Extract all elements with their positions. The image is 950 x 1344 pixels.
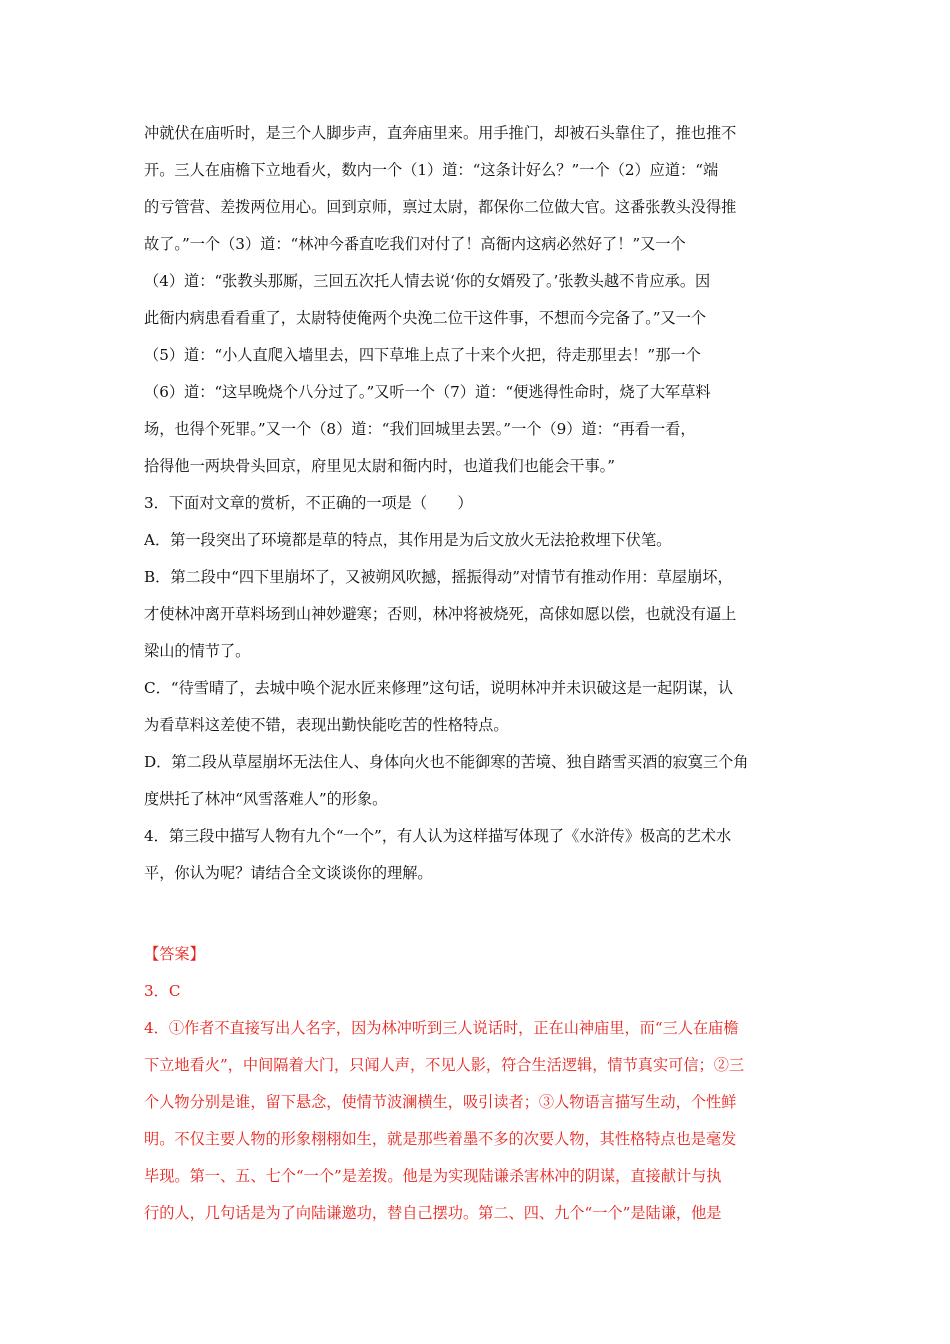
answer-q4-line: 毕现。第一、五、七个“一个”是差拨。他是为实现陆谦杀害林冲的阴谋，直接献计与执 (144, 1167, 722, 1185)
passage-line: 冲就伏在庙听时，是三个人脚步声，直奔庙里来。用手推门，却被石头靠住了，推也推不 (144, 124, 737, 142)
passage-line: 的亏管营、差拨两位用心。回到京师，禀过太尉，都保你二位做大官。这番张教头没得推 (144, 198, 737, 216)
passage-line: （6）道：“这早晚烧个八分过了。”又听一个（7）道：“便逃得性命时，烧了大军草料 (144, 383, 711, 401)
passage-line: （4）道：“张教头那厮，三回五次托人情去说‘你的女婿殁了。’张教头越不肯应承。因 (144, 272, 711, 290)
option-d-line: 度烘托了林冲“风雪落难人”的形象。 (144, 790, 388, 808)
option-b-line: 梁山的情节了。 (144, 642, 251, 660)
question-4-line: 平，你认为呢？请结合全文谈谈你的理解。 (144, 864, 433, 882)
option-c-line: C．“待雪晴了，去城中唤个泥水匠来修理”这句话，说明林冲并未识破这是一起阴谋，认 (144, 679, 734, 697)
passage-line: 拾得他一两块骨头回京，府里见太尉和衙内时，也道我们也能会干事。” (144, 457, 615, 475)
passage-line: 开。三人在庙檐下立地看火，数内一个（1）道：“这条计好么？”一个（2）应道：“端 (144, 161, 719, 179)
question-3-stem: 3．下面对文章的赏析，不正确的一项是（ ） (144, 494, 473, 512)
passage-line: 此衙内病患看看重了，太尉特使俺两个央浼二位干这件事，不想而今完备了。”又一个 (144, 309, 707, 327)
passage-line: 故了。”一个（3）道：“林冲今番直吃我们对付了！高衙内这病必然好了！”又一个 (144, 235, 686, 253)
question-4 (144, 818, 814, 892)
passage-line: 场，也得个死罪。”又一个（8）道：“我们回城里去罢。”一个（9）道：“再看一看， (144, 420, 696, 438)
passage-line: （5）道：“小人直爬入墙里去，四下草堆上点了十来个火把，待走那里去！”那一个 (144, 346, 701, 364)
answer-q4-line: 4．①作者不直接写出人名字，因为林冲听到三人说话时，正在山神庙里，而“三人在庙檐 (144, 1019, 739, 1037)
option-b-line: 才使林冲离开草料场到山神妙避寒；否则，林冲将被烧死，高俅如愿以偿，也就没有逼上 (144, 605, 737, 623)
question-4-line: 4．第三段中描写人物有九个“一个”，有人认为这样描写体现了《水浒传》极高的艺术水 (144, 827, 732, 845)
question-3 (144, 485, 814, 818)
option-a: A．第一段突出了环境都是草的特点，其作用是为后文放火无法抢救埋下伏笔。 (144, 531, 672, 549)
option-b-line: B．第二段中“四下里崩坏了，又被朔风吹撼，摇振得动”对情节有推动作用：草屋崩坏， (144, 568, 733, 586)
answer-q4-line: 个人物分别是谁，留下悬念，使情节波澜横生，吸引读者；③人物语言描写生动，个性鲜 (144, 1093, 737, 1111)
answer-q4-line: 行的人，几句话是为了向陆谦邀功，替自己摆功。第二、四、九个“一个”是陆谦，他是 (144, 1204, 722, 1222)
answer-heading: 【答案】 (144, 945, 205, 963)
option-d-line: D．第二段从草屋崩坏无法住人、身体向火也不能御寒的苦境、独自踏雪买酒的寂寞三个角 (144, 753, 749, 771)
answer-section (144, 936, 814, 1232)
option-c-line: 为看草料这差使不错，表现出勤快能吃苦的性格特点。 (144, 716, 509, 734)
answer-q4-line: 明。不仅主要人物的形象栩栩如生，就是那些着墨不多的次要人物，其性格特点也是毫发 (144, 1130, 737, 1148)
answer-q4-line: 下立地看火”，中间隔着大门，只闻人声，不见人影，符合生活逻辑，情节真实可信；②三 (144, 1056, 745, 1074)
passage-text (144, 115, 814, 485)
answer-q3: 3．C (144, 982, 181, 1000)
